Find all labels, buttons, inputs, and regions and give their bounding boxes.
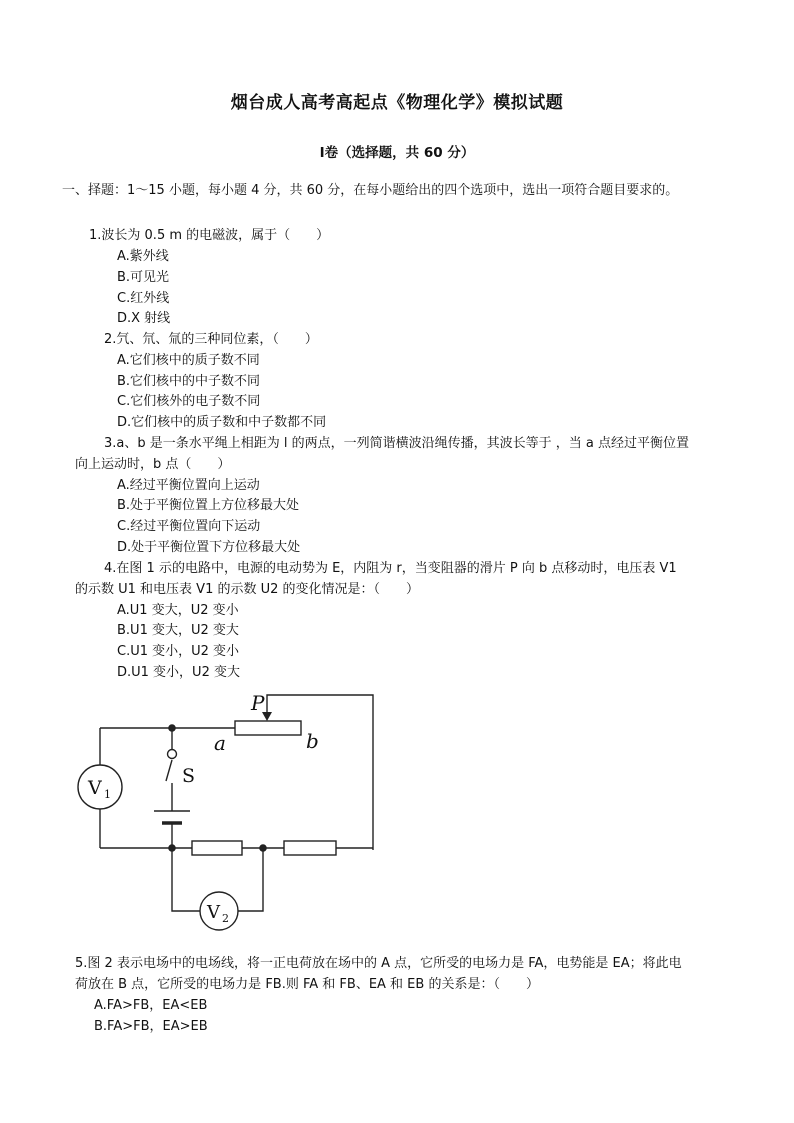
switch-contact (168, 750, 177, 759)
label-v2: V (207, 902, 220, 923)
page-title: 烟台成人高考高起点《物理化学》模拟试题 (230, 93, 564, 113)
question-5-stem-line2: 荷放在 B 点，它所受的电场力是 FB.则 FA 和 FB、EA 和 EB 的关系是：（ ） (75, 977, 539, 992)
question-3-option-b: B.处于平衡位置上方位移最大处 (117, 498, 300, 513)
question-2-option-d: D.它们核中的质子数和中子数都不同 (117, 415, 327, 430)
question-4-option-a: A.U1 变大，U2 变小 (117, 603, 239, 618)
label-v1: V (88, 777, 102, 799)
resistor-1 (192, 841, 242, 855)
wire-v2-left (172, 848, 200, 911)
label-p: P (251, 691, 265, 715)
section-subtitle: Ⅰ卷（选择题，共 60 分） (319, 145, 475, 161)
question-1-option-d: D.X 射线 (117, 311, 171, 326)
resistor-2 (284, 841, 336, 855)
rheostat (235, 721, 301, 735)
question-4-option-b: B.U1 变大，U2 变大 (117, 623, 239, 638)
switch-lever (166, 760, 172, 781)
question-5-option-a: A.FA>FB，EA<EB (94, 998, 208, 1013)
question-3-stem: 3.a、b 是一条水平绳上相距为 l 的两点，一列简谐横波沿绳传播，其波长等于 ，当 a 点经过平衡位置 (104, 436, 689, 451)
question-4-stem-line2: 的示数 U1 和电压表 V1 的示数 U2 的变化情况是：（ ） (75, 582, 420, 597)
question-5-stem: 5.图 2 表示电场中的电场线，将一正电荷放在场中的 A 点，它所受的电场力是 FA，电势能是 EA；将此电 (75, 956, 682, 971)
question-3-option-a: A.经过平衡位置向上运动 (117, 478, 260, 493)
label-b: b (306, 729, 319, 753)
section-instructions: 一、择题：1～15 小题，每小题 4 分，共 60 分，在每小题给出的四个选项中，选出一项符合题目要求的。 (62, 183, 679, 198)
wire-slider (267, 695, 373, 850)
question-4-option-d: D.U1 变小，U2 变大 (117, 665, 240, 680)
question-1-option-b: B.可见光 (117, 270, 170, 285)
question-3-option-d: D.处于平衡位置下方位移最大处 (117, 540, 301, 555)
question-1-option-c: C.红外线 (117, 291, 170, 306)
question-4-stem: 4.在图 1 示的电路中，电源的电动势为 E，内阻为 r，当变阻器的滑片 P 向 b 点移动时，电压表 V1 (104, 561, 677, 576)
label-v1-sub: 1 (104, 788, 111, 801)
question-5-option-b: B.FA>FB，EA>EB (94, 1019, 208, 1034)
junction-top (168, 724, 176, 732)
label-v2-sub: 2 (222, 912, 229, 925)
question-3-stem-line2: 向上运动时，b 点（ ） (75, 457, 231, 472)
junction-bottom-left (168, 844, 176, 852)
question-2-option-b: B.它们核中的中子数不同 (117, 374, 261, 389)
wire-v2-right (238, 848, 263, 911)
question-3-option-c: C.经过平衡位置向下运动 (117, 519, 261, 534)
question-1-option-a: A.紫外线 (117, 249, 169, 264)
question-2-option-a: A.它们核中的质子数不同 (117, 353, 260, 368)
question-4-option-c: C.U1 变小，U2 变小 (117, 644, 240, 659)
junction-bottom-mid (259, 844, 267, 852)
circuit-diagram (70, 685, 390, 935)
question-1-stem: 1.波长为 0.5 m 的电磁波，属于（ ） (89, 228, 330, 243)
question-2-option-c: C.它们核外的电子数不同 (117, 394, 261, 409)
question-2-stem: 2.氕、氘、氚的三种同位素，（ ） (104, 332, 318, 347)
label-a: a (214, 731, 226, 755)
label-s: S (182, 765, 196, 787)
